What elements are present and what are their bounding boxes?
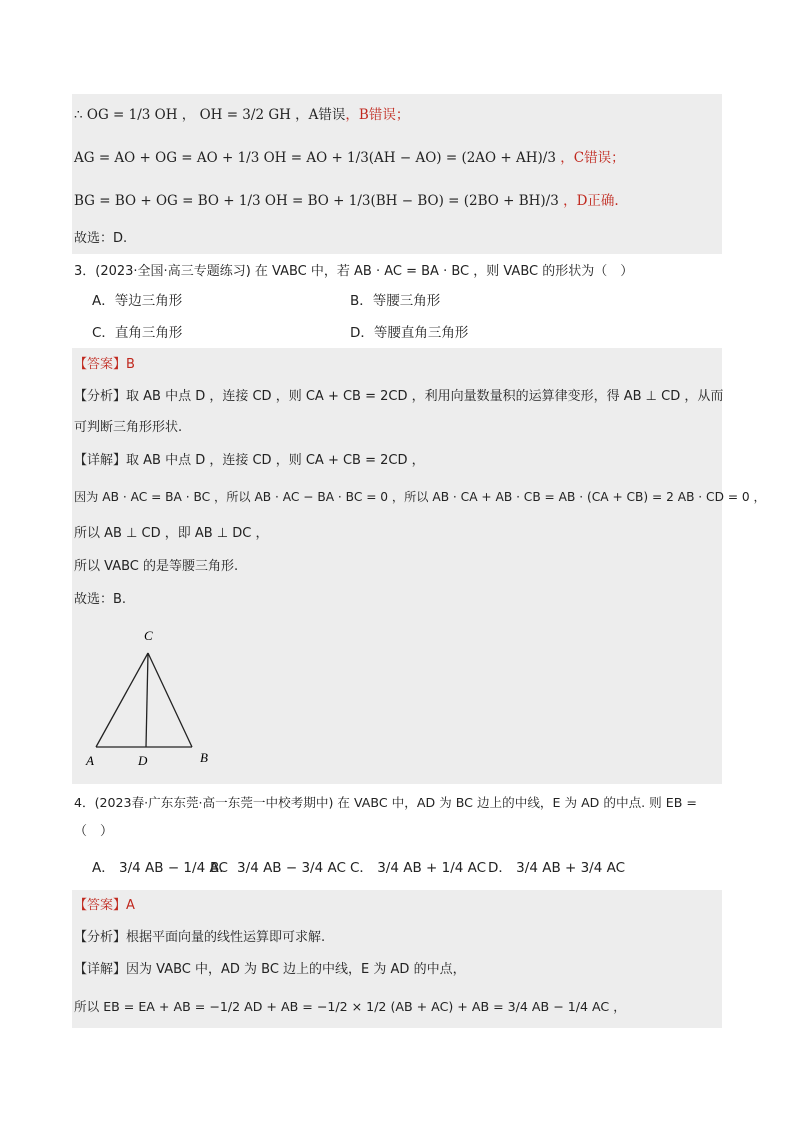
q3-option-c: C．直角三角形: [92, 325, 183, 341]
q3-detail-4: 所以 VABC 的是等腰三角形.: [74, 559, 239, 574]
q3-analysis: 【分析】取 AB 中点 D ，连接 CD ，则 CA + CB = 2CD ，利用向量数量积的运算律变形，得 AB ⊥ CD ，从而: [74, 389, 724, 404]
side-cb: [148, 653, 192, 747]
prev-line-2: AG = AO + OG = AO + 1/3 OH = AO + 1/3(AH − AO) = (2AO + AH)/3 ，C错误；: [74, 150, 625, 166]
q3-option-d: D．等腰直角三角形: [350, 325, 469, 341]
q4-analysis: 【分析】根据平面向量的线性运算即可求解.: [74, 930, 326, 945]
label-d: D: [138, 753, 148, 768]
q4-option-d: D． 3/4 AB + 3/4 AC: [488, 860, 626, 876]
median-cd: [146, 653, 148, 747]
prev-choose: 故选：D.: [74, 231, 128, 246]
triangle-figure: [80, 625, 220, 775]
q3-analysis-cont: 可判断三角形形状.: [74, 420, 183, 435]
label-a: A: [86, 753, 94, 768]
q4-detail-2: 所以 EB = EA + AB = −1/2 AD + AB = −1/2 × 1/2 (AB + AC) + AB = 3/4 AB − 1/4 AC ，: [74, 999, 626, 1014]
q3-detail-2: 因为 AB · AC = BA · BC ，所以 AB · AC − BA · BC = 0 ，所以 AB · CA + AB · CB = AB · (CA + CB) = 2 AB · CD = 0 ，: [74, 490, 766, 504]
q3-stem: 3．(2023·全国·高三专题练习) 在 VABC 中，若 AB · AC = BA · BC ，则 VABC 的形状为（ ）: [74, 264, 634, 279]
q4-detail-1: 【详解】因为 VABC 中，AD 为 BC 边上的中线，E 为 AD 的中点，: [74, 962, 466, 977]
label-b: B: [200, 750, 208, 765]
q3-choose: 故选：B.: [74, 592, 127, 607]
q4-option-b: B． 3/4 AB − 3/4 AC: [210, 860, 346, 876]
q3-detail-1: 【详解】取 AB 中点 D ，连接 CD ，则 CA + CB = 2CD ，: [74, 453, 425, 468]
q3-answer: 【答案】B: [74, 357, 135, 372]
q3-option-b: B．等腰三角形: [350, 293, 441, 309]
q3-detail-3: 所以 AB ⊥ CD ，即 AB ⊥ DC ，: [74, 526, 269, 541]
q3-option-a: A．等边三角形: [92, 293, 183, 309]
prev-line-1: ∴ OG = 1/3 OH ， OH = 3/2 GH ，A错误，B错误；: [74, 107, 410, 123]
q4-answer: 【答案】A: [74, 898, 135, 913]
label-c: C: [144, 628, 153, 643]
side-ac: [96, 653, 148, 747]
q4-stem-cont: （ ）: [74, 824, 114, 839]
prev-line-3: BG = BO + OG = BO + 1/3 OH = BO + 1/3(BH − BO) = (2BO + BH)/3 ，D正确.: [74, 193, 619, 209]
q4-stem: 4．(2023春·广东东莞·高一东莞一中校考期中) 在 VABC 中，AD 为 BC 边上的中线，E 为 AD 的中点. 则 EB =: [74, 795, 697, 810]
q4-option-a: A． 3/4 AB − 1/4 AC: [92, 860, 228, 876]
q4-option-c: C． 3/4 AB + 1/4 AC: [350, 860, 487, 876]
